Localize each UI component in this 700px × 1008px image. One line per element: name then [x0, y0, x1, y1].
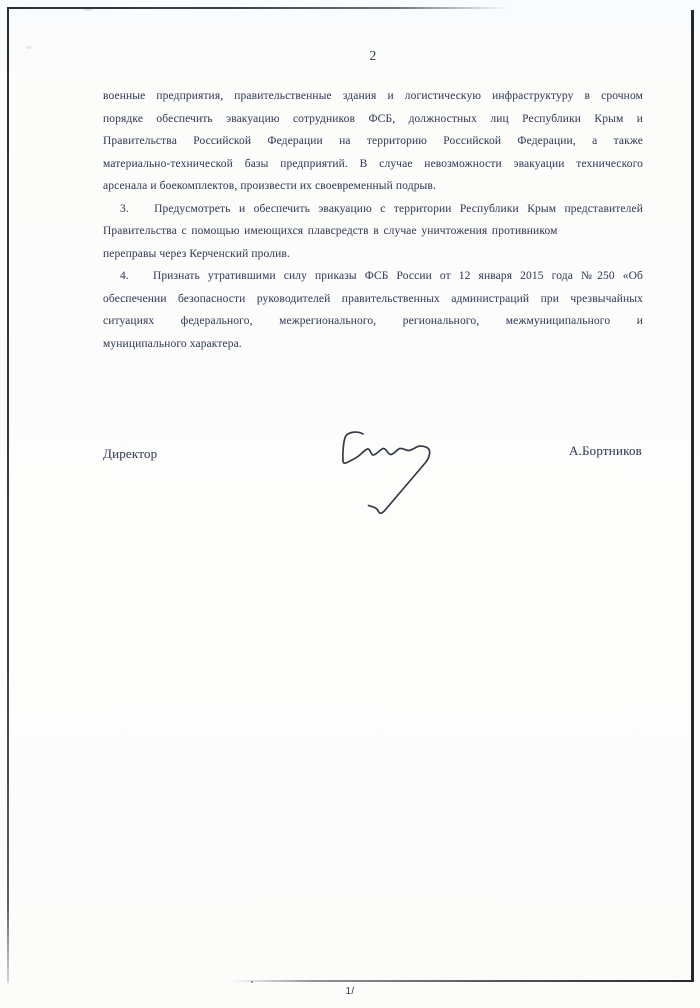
scan-border-right [691, 10, 694, 982]
text-line: арсенала и боекомплектов, произвести их своевременный подрыв. [103, 180, 436, 192]
text-line: 3. Предусмотреть и обеспечить эвакуацию с территории Республики Крым представителей [120, 202, 643, 215]
text-line: обеспечении безопасности руководителей правительственных администраций при чрезвычайных [103, 292, 643, 305]
scan-border-bottom [230, 980, 694, 982]
text-line: военные предприятия, правительственные здания и логистическую инфраструктуру в срочном [103, 90, 643, 102]
scan-noise [84, 9, 92, 11]
text-line: ситуациях федерального, межрегионального, регионального, межмуниципального и [103, 315, 643, 327]
page-number: 2 [369, 48, 377, 63]
scan-border-left [7, 7, 9, 983]
signer-name: А.Бортников [568, 443, 642, 458]
text-line: порядке обеспечить эвакуацию сотрудников ФСБ, должностных лиц Республики Крым и [103, 112, 643, 125]
footer-page-indicator: 1/ [345, 986, 355, 997]
text-line: 4. Признать утратившими силу приказы ФСБ России от 12 января 2015 года №250 «Об [120, 270, 643, 282]
text-line: переправы через Керченский пролив. [103, 247, 290, 260]
body-text [103, 85, 643, 355]
text-line: материально-технической базы предприятий. В случае невозможности эвакуации технического [103, 157, 643, 170]
scan-border-top [7, 7, 509, 9]
text-line: Правительства Российской Федерации на территорию Российской Федерации, а также [103, 135, 643, 147]
scan-noise [251, 981, 253, 983]
text-line: Правительства с помощью имеющихся плавсредств в случае уничтожения противником [103, 225, 558, 237]
signer-position-label: Директор [103, 446, 158, 461]
scan-noise [26, 46, 32, 49]
text-line: муниципального характера. [103, 337, 242, 350]
director-signature [329, 424, 434, 524]
